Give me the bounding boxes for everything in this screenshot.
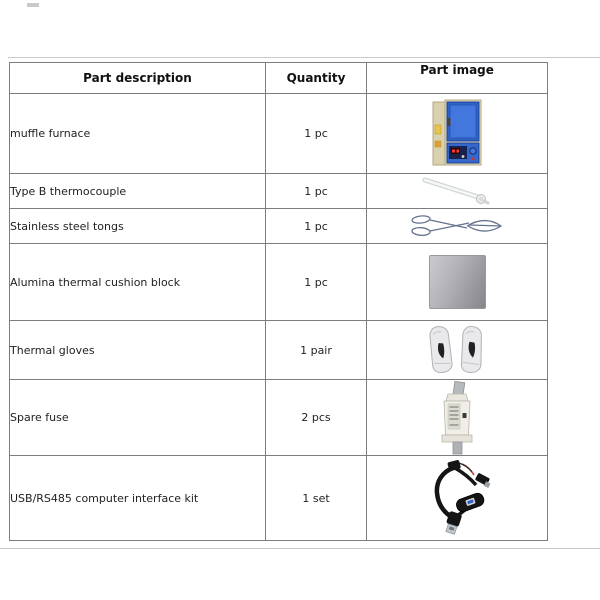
part-description-cell: Stainless steel tongs — [10, 209, 266, 244]
top-left-scan-dash — [27, 3, 39, 7]
header-part-description: Part description — [10, 63, 266, 94]
part-description-cell: Thermal gloves — [10, 321, 266, 380]
part-description-cell: Spare fuse — [10, 380, 266, 456]
table-row — [10, 174, 548, 209]
tongs-icon — [410, 214, 505, 238]
top-rule — [8, 57, 600, 58]
part-description-cell: Type B thermocouple — [10, 174, 266, 209]
table-row — [10, 94, 548, 174]
quantity-cell: 1 pair — [266, 321, 367, 380]
parts-table — [9, 62, 548, 541]
part-description-cell: USB/RS485 computer interface kit — [10, 456, 266, 541]
muffle-furnace-photo — [367, 99, 547, 169]
usb-rs485-kit-icon — [422, 460, 492, 536]
quantity-cell: 1 pc — [266, 244, 367, 321]
spare-fuse-icon — [437, 381, 477, 455]
header-part-image: Part image — [367, 63, 548, 94]
quantity-cell: 1 set — [266, 456, 367, 541]
part-description-cell: muffle furnace — [10, 94, 266, 174]
quantity-cell: 1 pc — [266, 209, 367, 244]
thermocouple-photo — [367, 177, 547, 205]
usb-rs485-kit-photo — [367, 460, 547, 536]
tongs-photo — [367, 214, 547, 238]
thermal-gloves-photo — [367, 324, 547, 376]
table-row — [10, 456, 548, 541]
quantity-cell: 1 pc — [266, 174, 367, 209]
thermocouple-icon — [421, 177, 493, 205]
bottom-rule — [0, 548, 600, 549]
quantity-cell: 2 pcs — [266, 380, 367, 456]
muffle-furnace-icon — [432, 99, 482, 169]
table-row — [10, 321, 548, 380]
alumina-block-photo — [367, 255, 547, 309]
quantity-cell: 1 pc — [266, 94, 367, 174]
table-row — [10, 380, 548, 456]
spare-fuse-photo — [367, 381, 547, 455]
table-header-row — [10, 63, 548, 94]
table-row — [10, 244, 548, 321]
header-quantity: Quantity — [266, 63, 367, 94]
table-row — [10, 209, 548, 244]
part-description-cell: Alumina thermal cushion block — [10, 244, 266, 321]
alumina-block-icon — [429, 255, 486, 309]
thermal-gloves-icon — [425, 324, 489, 376]
